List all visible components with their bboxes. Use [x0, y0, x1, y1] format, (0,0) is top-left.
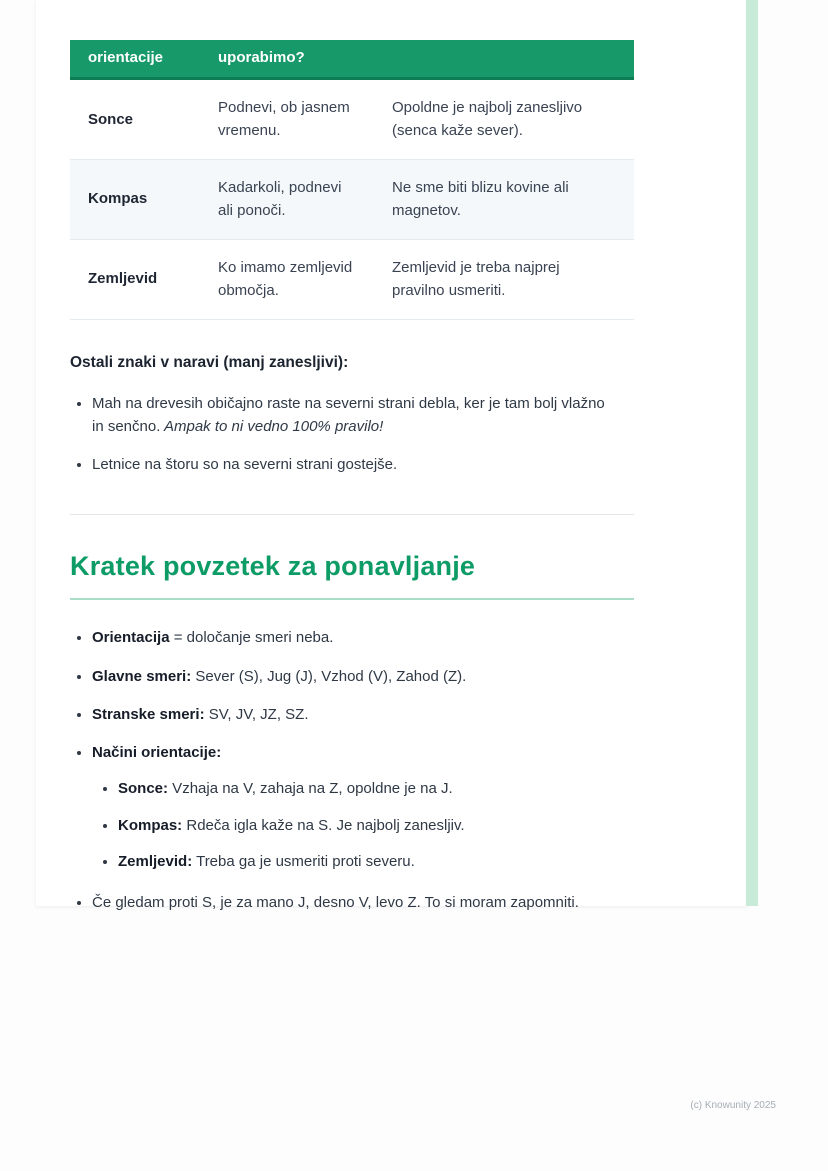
table-cell-notes: Zemljevid je treba najprej pravilno usmeriti.	[374, 239, 634, 319]
scroll-indicator-strip[interactable]	[746, 0, 758, 906]
summary-sublist	[92, 777, 616, 873]
content-card	[36, 0, 748, 911]
summary-heading: Kratek povzetek za ponavljanje	[70, 551, 634, 600]
list-item	[92, 392, 616, 439]
natural-signs-list	[70, 392, 616, 477]
table-cell-when: Podnevi, ob jasnem vremenu.	[200, 79, 374, 160]
natural-signs-title: Ostali znaki v naravi (manj zanesljivi):	[70, 353, 349, 371]
list-item	[92, 891, 616, 914]
list-item	[92, 453, 616, 476]
list-item	[92, 741, 616, 873]
copyright-footer: (c) Knowunity 2025	[690, 1100, 776, 1111]
table-header-row	[70, 40, 634, 79]
bullet-text: Mah na drevesih običajno raste na severni strani debla, ker je tam bolj vlažno in senčno.	[92, 394, 605, 435]
bullet-bold: Stranske smeri:	[92, 705, 205, 723]
table-row-sonce	[70, 79, 634, 160]
bullet-text: Sever (S), Jug (J), Vzhod (V), Zahod (Z).	[191, 667, 467, 685]
table-header-cell-notes	[374, 40, 634, 79]
summary-list	[70, 626, 616, 914]
bullet-text: Treba ga je usmeriti proti severu.	[192, 852, 415, 870]
bullet-bold: Sonce:	[118, 780, 169, 798]
sub-list-item	[118, 814, 616, 837]
bullet-text: SV, JV, JZ, SZ.	[204, 705, 309, 723]
bullet-bold: Kompas:	[118, 816, 183, 834]
table-cell-method: Kompas	[70, 159, 200, 239]
bullet-text: Rdeča igla kaže na S. Je najbolj zanesljiv.	[182, 816, 465, 834]
table-cell-notes: Opoldne je najbolj zanesljivo (senca kaže sever).	[374, 79, 634, 160]
table-cell-method: Zemljevid	[70, 239, 200, 319]
sub-list-item	[118, 777, 616, 800]
bullet-bold: Orientacija	[92, 629, 170, 647]
bullet-bold: Zemljevid:	[118, 852, 193, 870]
bullet-bold: Glavne smeri:	[92, 667, 192, 685]
table-cell-notes: Ne sme biti blizu kovine ali magnetov.	[374, 159, 634, 239]
list-item	[92, 626, 616, 649]
table-cell-method: Sonce	[70, 79, 200, 160]
bullet-text: Če gledam proti S, je za mano J, desno V, levo Z. To si moram zapomniti.	[92, 894, 579, 911]
section-divider	[70, 514, 634, 515]
bullet-text: Vzhaja na V, zahaja na Z, opoldne je na J.	[168, 780, 453, 798]
orientation-methods-table	[70, 40, 634, 320]
bullet-italic-note: Ampak to ni vedno 100% pravilo!	[160, 417, 384, 435]
table-header-cell-method: orientacije	[70, 40, 200, 79]
list-item	[92, 703, 616, 726]
table-row-kompas	[70, 159, 634, 239]
bullet-text: = določanje smeri neba.	[169, 629, 334, 647]
table-cell-when: Kadarkoli, podnevi ali ponoči.	[200, 159, 374, 239]
bullet-text: Letnice na štoru so na severni strani gostejše.	[92, 456, 398, 473]
sub-list-item	[118, 850, 616, 873]
table-row-zemljevid	[70, 239, 634, 319]
bullet-bold: Načini orientacije:	[92, 744, 222, 761]
list-item	[92, 665, 616, 688]
table-cell-when: Ko imamo zemljevid območja.	[200, 239, 374, 319]
document-content	[36, 0, 634, 914]
table-header-cell-when: uporabimo?	[200, 40, 374, 79]
